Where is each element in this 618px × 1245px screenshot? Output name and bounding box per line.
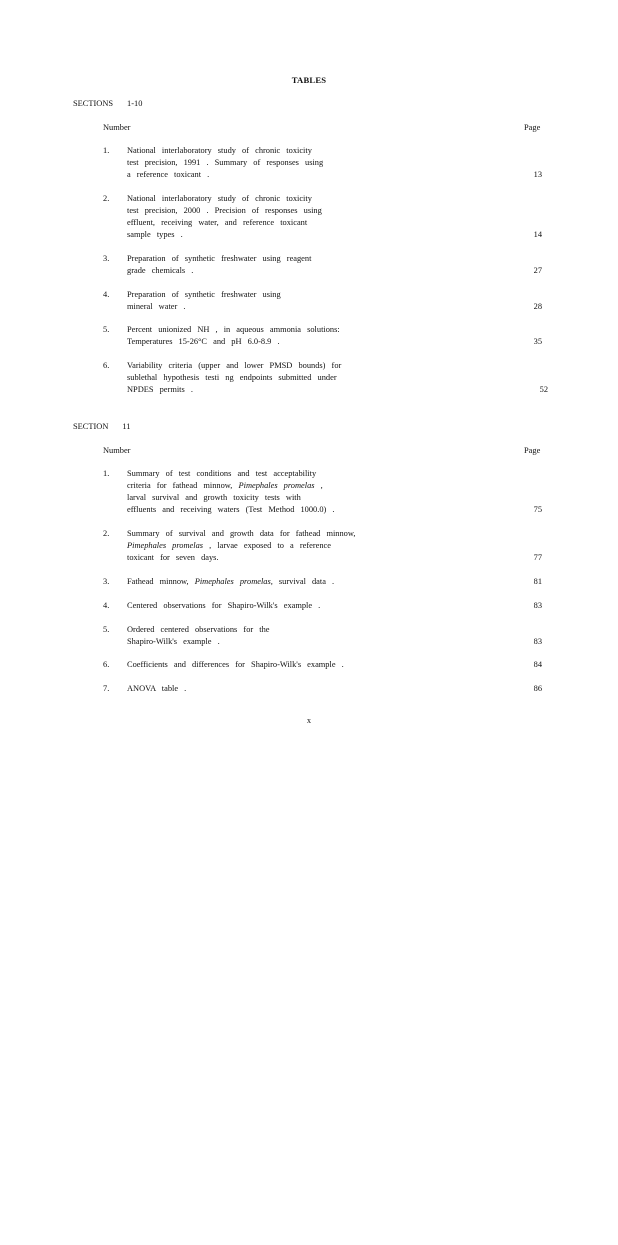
entry-page: 83 <box>533 601 542 610</box>
entry-page: 81 <box>533 577 542 586</box>
entry-line: National interlaboratory study of chronic toxicity <box>127 146 312 155</box>
entry-line-text: Fathead minnow, <box>127 577 195 586</box>
entry-page: 75 <box>533 505 542 514</box>
entry-line: larval survival and growth toxicity tests with <box>127 493 301 502</box>
entry-page: 77 <box>533 553 542 562</box>
entry-line: Summary of test conditions and test acceptability <box>127 469 317 478</box>
entry-number: 3. <box>103 254 110 263</box>
section-label: SECTION <box>73 422 109 431</box>
entry-page: 14 <box>533 230 542 239</box>
entry-line: Preparation of synthetic freshwater using reagent <box>127 254 312 263</box>
entry-page: 52 <box>539 385 548 394</box>
page-column-header: Page <box>524 123 541 132</box>
entry-text <box>127 360 377 396</box>
entry-line: Preparation of synthetic freshwater using <box>127 290 281 299</box>
entry-number: 6. <box>103 660 110 669</box>
entry-text <box>127 145 377 181</box>
entry-text <box>127 468 377 516</box>
entry-text <box>127 193 377 241</box>
entry-page: 83 <box>533 637 542 646</box>
entry-number: 3. <box>103 577 110 586</box>
entry-line: test precision, 1991 . Summary of responses using <box>127 158 324 167</box>
entry-line <box>127 576 377 588</box>
entry-line: Ordered centered observations for the <box>127 625 270 634</box>
page-column-header: Page <box>524 446 541 455</box>
entry-number: 1. <box>103 469 110 478</box>
section-heading-11 <box>73 421 130 433</box>
entry-number: 1. <box>103 146 110 155</box>
entry-number: 2. <box>103 194 110 203</box>
number-column-header: Number <box>103 123 131 132</box>
species-name: Pimephales promelas <box>238 481 315 490</box>
entry-number: 5. <box>103 625 110 634</box>
entry-line: Summary of survival and growth data for fathead minnow, <box>127 529 356 538</box>
entry-text <box>127 600 377 612</box>
entry-line: effluents and receiving waters (Test Method 1000.0) . <box>127 505 335 514</box>
section-range: 1-10 <box>127 99 143 108</box>
entry-line <box>127 540 377 552</box>
entry-number: 2. <box>103 529 110 538</box>
entry-line: effluent, receiving water, and reference toxicant <box>127 218 308 227</box>
entry-page: 35 <box>533 337 542 346</box>
entry-line: Centered observations for Shapiro-Wilk's example . <box>127 601 321 610</box>
entry-line: a reference toxicant . <box>127 170 210 179</box>
entry-line: sample types . <box>127 230 183 239</box>
section-range: 11 <box>122 422 131 431</box>
page-number-footer: x <box>306 716 312 725</box>
entry-text <box>127 528 377 564</box>
entry-text <box>127 576 377 588</box>
entry-line: toxicant for seven days. <box>127 553 219 562</box>
entry-text <box>127 659 377 671</box>
entry-number: 4. <box>103 290 110 299</box>
entry-number: 7. <box>103 684 110 693</box>
entry-number: 6. <box>103 361 110 370</box>
species-name: Pimephales promelas, <box>194 577 273 586</box>
entry-line: sublethal hypothesis testi ng endpoints submitted under <box>127 373 337 382</box>
entry-line-text: criteria for fathead minnow, <box>127 481 239 490</box>
entry-page: 27 <box>533 266 542 275</box>
entry-page: 86 <box>533 684 542 693</box>
entry-line: Variability criteria (upper and lower PMSD bounds) for <box>127 361 342 370</box>
entry-line: mineral water . <box>127 302 186 311</box>
entry-line: Temperatures 15-26°C and pH 6.0-8.9 . <box>127 337 280 346</box>
species-name: Pimephales promelas <box>127 541 204 550</box>
entry-line: ANOVA table . <box>127 684 187 693</box>
entry-line: NPDES permits . <box>127 385 193 394</box>
entry-line: Shapiro-Wilk's example . <box>127 637 220 646</box>
entry-line: Percent unionized NH , in aqueous ammonia solutions: <box>127 325 340 334</box>
entry-page: 13 <box>533 170 542 179</box>
page-title: TABLES <box>291 75 327 85</box>
number-column-header: Number <box>103 446 131 455</box>
entry-line: test precision, 2000 . Precision of responses using <box>127 206 322 215</box>
entry-text <box>127 324 377 348</box>
entry-line-suffix: survival data . <box>272 577 335 586</box>
entry-page: 28 <box>533 302 542 311</box>
entry-line: National interlaboratory study of chronic toxicity <box>127 194 312 203</box>
entry-line <box>127 480 377 492</box>
entry-line: grade chemicals . <box>127 266 194 275</box>
entry-text <box>127 289 377 313</box>
entry-line: Coefficients and differences for Shapiro-Wilk's example . <box>127 660 344 669</box>
entry-line-suffix: , larvae exposed to a reference <box>203 541 331 550</box>
section-label: SECTIONS <box>73 99 114 108</box>
section-heading-1-10 <box>73 98 142 110</box>
entry-line-suffix: , <box>314 481 323 490</box>
entry-number: 4. <box>103 601 110 610</box>
entry-page: 84 <box>533 660 542 669</box>
entry-text <box>127 253 377 277</box>
entry-text <box>127 624 377 648</box>
entry-text <box>127 683 377 695</box>
entry-number: 5. <box>103 325 110 334</box>
